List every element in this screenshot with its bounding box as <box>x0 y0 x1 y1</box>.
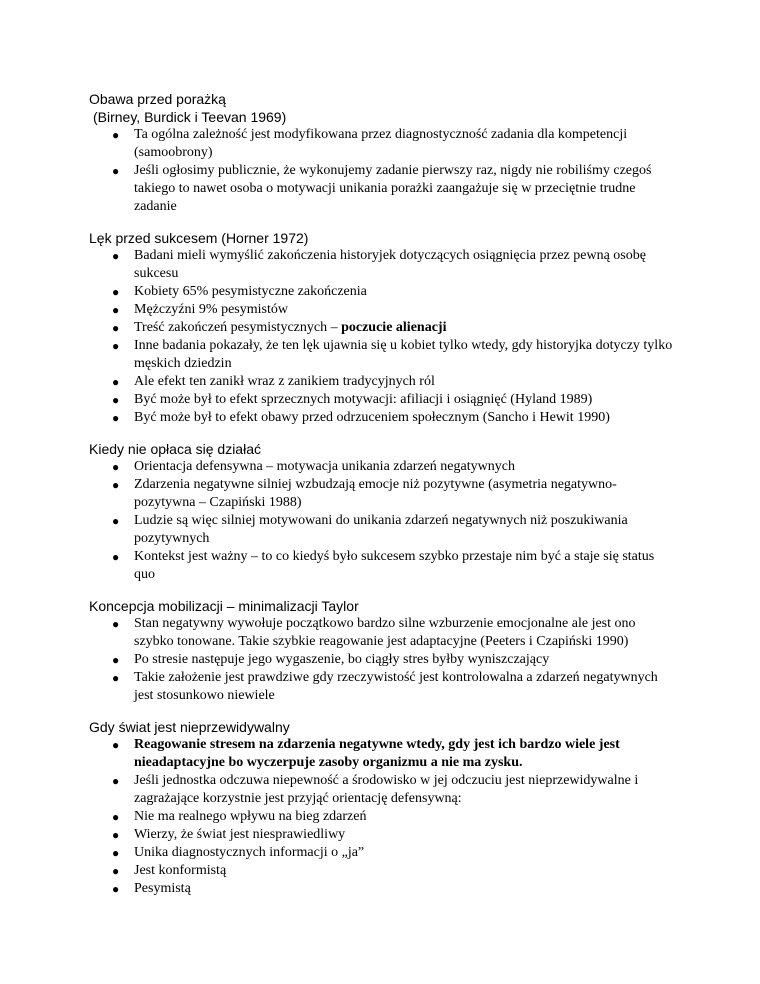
bullet-text: Stan negatywny wywołuje początkowo bardzo silne wzburzenie emocjonalne ale jest ono szybko tonowane. Takie szybkie reagowanie jest adaptacyjne (Peeters i Czapiński 1990) <box>134 616 636 649</box>
bullet-text: Unika diagnostycznych informacji o „ja” <box>134 845 365 860</box>
bullet-text: Jeśli jednostka odczuwa niepewność a środowisko w jej odczuciu jest nieprzewidywalne i zagrażające korzystnie jest przyjąć orientację defensywną: <box>134 773 639 806</box>
section-heading: Kiedy nie opłaca się działać <box>89 441 261 457</box>
bullet-icon: ● <box>112 774 120 788</box>
bullet-item <box>89 512 675 548</box>
bullet-icon: ● <box>112 411 120 425</box>
section-heading: Koncepcja mobilizacji – minimalizacji Taylor <box>89 598 359 614</box>
bullet-icon: ● <box>112 285 120 299</box>
bullet-text: Wierzy, że świat jest niesprawiedliwy <box>134 827 346 842</box>
bullet-icon: ● <box>112 864 120 878</box>
bullet-item <box>89 391 675 409</box>
bullet-item <box>89 669 675 705</box>
bullet-icon: ● <box>112 846 120 860</box>
bullet-item <box>89 826 675 844</box>
bullet-list <box>89 736 675 898</box>
bullet-text: Ale efekt ten zanikł wraz z zanikiem tradycyjnych ról <box>134 374 435 389</box>
bullet-text: Jeśli ogłosimy publicznie, że wykonujemy zadanie pierwszy raz, nigdy nie robiliśmy czegoś takiego to nawet osoba o motywacji unikania porażki zaangażuje się w przeciętnie trudne zadanie <box>134 163 652 214</box>
bullet-item <box>89 301 675 319</box>
section-subheading: (Birney, Burdick i Teevan 1969) <box>93 109 287 125</box>
bullet-item <box>89 373 675 391</box>
bullet-item <box>89 126 675 162</box>
bullet-icon: ● <box>112 164 120 178</box>
bullet-icon: ● <box>112 339 120 353</box>
bullet-icon: ● <box>112 321 120 335</box>
bullet-icon: ● <box>112 478 120 492</box>
bullet-text: Nie ma realnego wpływu na bieg zdarzeń <box>134 809 367 824</box>
bullet-item <box>89 458 675 476</box>
bullet-text: Ludzie są więc silniej motywowani do unikania zdarzeń negatywnych niż poszukiwania pozytywnych <box>134 513 628 546</box>
section-heading: Gdy świat jest nieprzewidywalny <box>89 719 290 735</box>
bullet-item <box>89 476 675 512</box>
bullet-item <box>89 283 675 301</box>
bullet-text: Jest konformistą <box>134 863 227 878</box>
bullet-icon: ● <box>112 550 120 564</box>
section-koncepcja-mobilizacji <box>89 597 675 705</box>
bullet-text: Inne badania pokazały, że ten lęk ujawnia się u kobiet tylko wtedy, gdy historyjka dotyczy tylko męskich dziedzin <box>134 338 673 371</box>
bullet-text: Treść zakończeń pesymistycznych – <box>134 320 342 335</box>
bullet-text: Mężczyźni 9% pesymistów <box>134 302 288 317</box>
bullet-text: Pesymistą <box>134 881 191 896</box>
bullet-item <box>89 736 675 772</box>
bullet-icon: ● <box>112 882 120 896</box>
bullet-item <box>89 247 675 283</box>
section-gdy-swiat-jest-nieprzewidywalny <box>89 718 675 898</box>
bullet-list <box>89 126 675 216</box>
bullet-text: Kobiety 65% pesymistyczne zakończenia <box>134 284 367 299</box>
bullet-text: Reagowanie stresem na zdarzenia negatywne wtedy, gdy jest ich bardzo wiele jest nieadaptacyjne bo wyczerpuje zasoby organizmu a nie ma zysku. <box>134 737 620 770</box>
section-obawa-przed-porazka <box>89 90 675 216</box>
bullet-text: Orientacja defensywna – motywacja unikania zdarzeń negatywnych <box>134 459 515 474</box>
bullet-item <box>89 862 675 880</box>
bullet-icon: ● <box>112 393 120 407</box>
section-lek-przed-sukcesem <box>89 229 675 427</box>
bullet-icon: ● <box>112 303 120 317</box>
bullet-text: Być może był to efekt sprzecznych motywacji: afiliacji i osiągnięć (Hyland 1989) <box>134 392 593 407</box>
bullet-item <box>89 880 675 898</box>
bullet-icon: ● <box>112 128 120 142</box>
section-heading: Obawa przed porażką <box>89 91 226 107</box>
bullet-item <box>89 409 675 427</box>
bullet-text: Badani mieli wymyślić zakończenia historyjek dotyczących osiągnięcia przez pewną osobę sukcesu <box>134 248 646 281</box>
bullet-item <box>89 808 675 826</box>
bullet-icon: ● <box>112 460 120 474</box>
bullet-list <box>89 247 675 427</box>
bullet-icon: ● <box>112 514 120 528</box>
bullet-text-bold: poczucie alienacji <box>341 320 447 335</box>
bullet-item <box>89 162 675 216</box>
bullet-text: Kontekst jest ważny – to co kiedyś było sukcesem szybko przestaje nim być a staje się status quo <box>134 549 655 582</box>
bullet-item <box>89 844 675 862</box>
document-content <box>89 90 675 911</box>
bullet-icon: ● <box>112 375 120 389</box>
bullet-icon: ● <box>112 671 120 685</box>
bullet-icon: ● <box>112 828 120 842</box>
bullet-icon: ● <box>112 617 120 631</box>
section-heading: Lęk przed sukcesem (Horner 1972) <box>89 230 309 246</box>
bullet-text: Zdarzenia negatywne silniej wzbudzają emocje niż pozytywne (asymetria negatywno-pozytywna – Czapiński 1988) <box>134 477 617 510</box>
section-kiedy-nie-oplaca-sie-dzialac <box>89 440 675 584</box>
bullet-icon: ● <box>112 249 120 263</box>
bullet-item <box>89 337 675 373</box>
bullet-item <box>89 319 675 337</box>
bullet-text: Takie założenie jest prawdziwe gdy rzeczywistość jest kontrolowalna a zdarzeń negatywnych jest stosunkowo niewiele <box>134 670 658 703</box>
bullet-icon: ● <box>112 738 120 752</box>
bullet-text: Po stresie następuje jego wygaszenie, bo ciągły stres byłby wyniszczający <box>134 652 550 667</box>
bullet-item <box>89 615 675 651</box>
bullet-list <box>89 458 675 584</box>
bullet-text: Ta ogólna zależność jest modyfikowana przez diagnostyczność zadania dla kompetencji (samoobrony) <box>134 127 628 160</box>
bullet-list <box>89 615 675 705</box>
bullet-icon: ● <box>112 653 120 667</box>
bullet-item <box>89 772 675 808</box>
bullet-text: Być może był to efekt obawy przed odrzuceniem społecznym (Sancho i Hewit 1990) <box>134 410 610 425</box>
bullet-icon: ● <box>112 810 120 824</box>
bullet-item <box>89 651 675 669</box>
bullet-item <box>89 548 675 584</box>
